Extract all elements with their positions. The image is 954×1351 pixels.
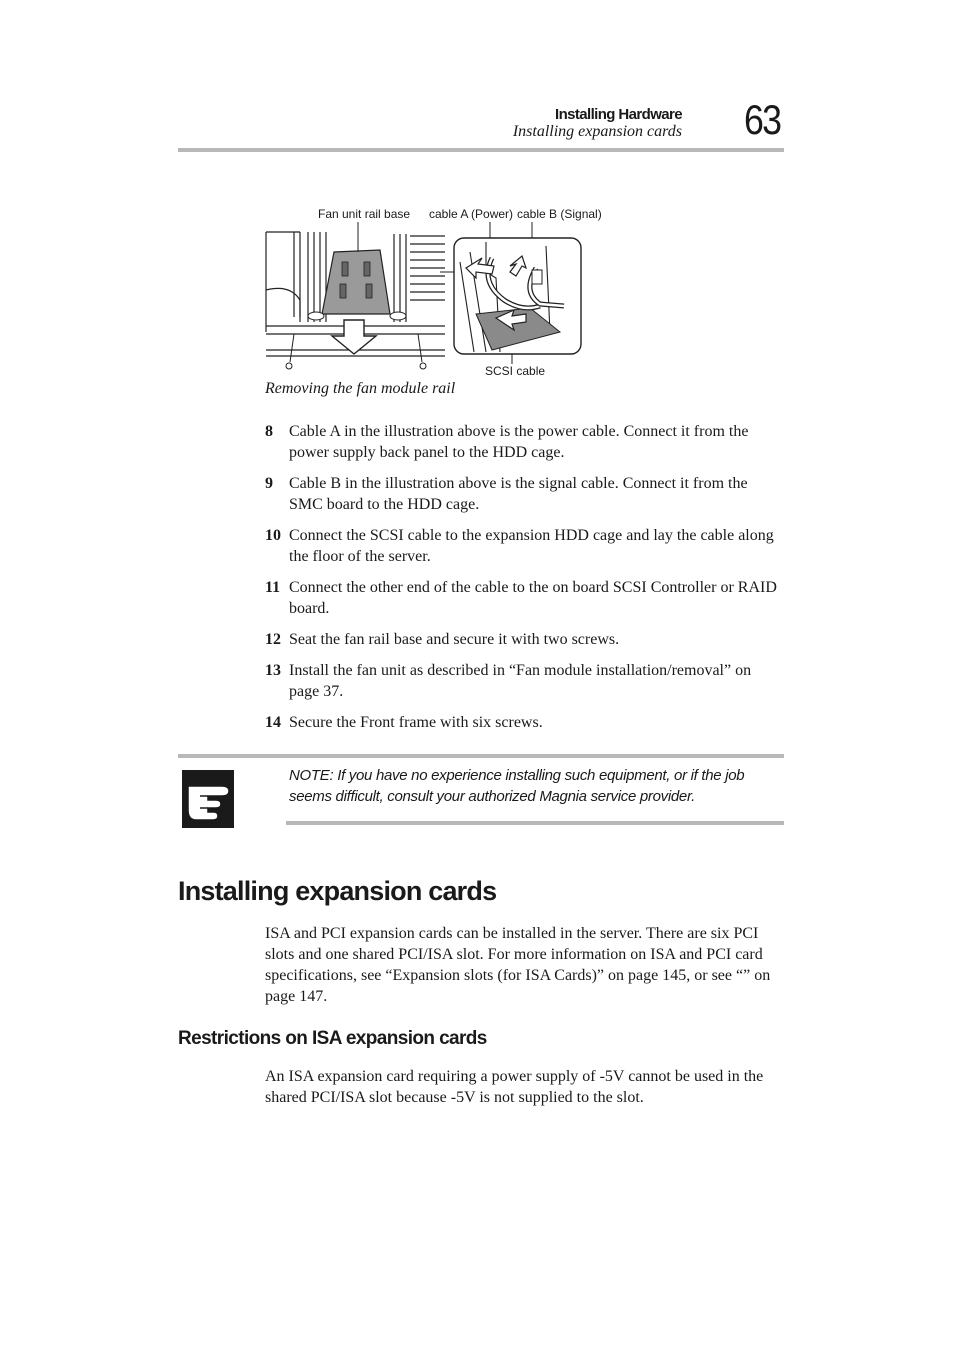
step-number: 12 xyxy=(265,631,281,648)
fan-module-rail-illustration xyxy=(260,222,590,374)
step-text: Connect the SCSI cable to the expansion HDD cage and lay the cable along the floor of the server. xyxy=(289,527,774,565)
step-item xyxy=(265,421,785,463)
figure-label-cable-a: cable A (Power) xyxy=(429,207,514,221)
note-top-divider xyxy=(178,754,784,758)
figure-label-fan-rail: Fan unit rail base xyxy=(318,207,411,221)
step-item xyxy=(265,712,785,733)
step-number: 11 xyxy=(265,579,281,596)
note-bottom-divider xyxy=(286,821,784,825)
step-item xyxy=(265,660,785,702)
figure-caption: Removing the fan module rail xyxy=(265,380,456,397)
note-text: NOTE: If you have no experience installing such equipment, or if the job seems difficult, consult your authorized Magnia service provider. xyxy=(289,767,745,805)
step-text: Seat the fan rail base and secure it with two screws. xyxy=(289,631,620,648)
pointing-hand-icon xyxy=(182,770,234,828)
step-number: 13 xyxy=(265,662,281,679)
section-body: ISA and PCI expansion cards can be installed in the server. There are six PCI slots and one shared PCI/ISA slot. For more information on ISA and PCI card specifications, see “Expansion slots (for ISA Cards)” on page 145, or see “” on page 147. xyxy=(265,925,771,1005)
figure-label-cable-b: cable B (Signal) xyxy=(517,207,602,221)
steps-list xyxy=(265,421,785,743)
step-item xyxy=(265,577,785,619)
step-text: Connect the other end of the cable to the on board SCSI Controller or RAID board. xyxy=(289,579,777,617)
page-number: 63 xyxy=(744,96,781,143)
step-text: Cable A in the illustration above is the power cable. Connect it from the power supply back panel to the HDD cage. xyxy=(289,423,749,461)
step-item xyxy=(265,629,785,650)
step-text: Install the fan unit as described in “Fan module installation/removal” on page 37. xyxy=(289,662,752,700)
step-number: 9 xyxy=(265,475,273,492)
step-text: Secure the Front frame with six screws. xyxy=(289,714,543,731)
header-divider xyxy=(178,148,784,152)
step-item xyxy=(265,473,785,515)
figure-label-scsi-cable: SCSI cable xyxy=(485,364,546,378)
step-number: 14 xyxy=(265,714,281,731)
header-chapter-title: Installing Hardware xyxy=(555,106,682,123)
subsection-body: An ISA expansion card requiring a power supply of -5V cannot be used in the shared PCI/ISA slot because -5V is not supplied to the slot. xyxy=(265,1068,764,1106)
subsection-heading: Restrictions on ISA expansion cards xyxy=(178,1028,487,1049)
step-text: Cable B in the illustration above is the signal cable. Connect it from the SMC board to the HDD cage. xyxy=(289,475,748,513)
header-section-title: Installing expansion cards xyxy=(512,123,682,140)
step-number: 8 xyxy=(265,423,273,440)
step-number: 10 xyxy=(265,527,281,544)
step-item xyxy=(265,525,785,567)
section-heading: Installing expansion cards xyxy=(178,876,497,906)
